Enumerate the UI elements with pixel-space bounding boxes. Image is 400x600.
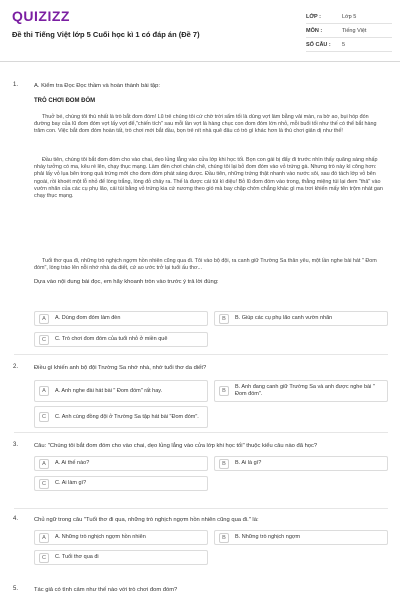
meta-value: 5	[342, 41, 346, 48]
option-text: B. Giúp các cụ phụ lão canh vườn nhãn	[235, 315, 333, 321]
instruction-text: Dựa vào nội dung bài đọc, em hãy khoanh tròn vào trước ý trả lời đúng:	[34, 279, 219, 285]
option-letter: C	[39, 553, 49, 563]
option-letter: C	[39, 335, 49, 345]
meta-row-class	[306, 10, 392, 24]
meta-row-subject	[306, 24, 392, 38]
question-text: Chủ ngữ trong câu "Tuổi thơ đi qua, những trò nghịch ngợm hồn nhiên cũng qua đi." là:	[34, 517, 259, 523]
divider	[14, 508, 388, 509]
meta-value: Lớp 5	[342, 13, 357, 20]
question-number: 1.	[13, 82, 19, 88]
meta-label: LỚP :	[306, 13, 321, 20]
question-number: 2.	[13, 364, 19, 370]
option-text: B. Những trò nghịch ngợm	[235, 534, 301, 540]
option-letter: C	[39, 479, 49, 489]
option-text: A. Những trò nghịch ngợm hồn nhiên	[55, 534, 146, 540]
reading-title: TRÒ CHƠI ĐOM ĐÓM	[34, 98, 96, 104]
answer-option-c[interactable]	[34, 550, 208, 565]
answer-option-b[interactable]	[214, 456, 388, 471]
option-text: A. Anh nghe đài hát bài " Đom đóm" rất hay.	[55, 387, 163, 394]
answer-option-c[interactable]	[34, 476, 208, 491]
question-number: 4.	[13, 516, 19, 522]
question-text: Tác giả có tình cảm như thế nào với trò chơi đom đóm?	[34, 587, 178, 593]
option-letter: B	[219, 459, 229, 469]
option-text: A. Dùng đom đóm làm đèn	[55, 315, 121, 321]
option-text: B. Ai là gì?	[235, 460, 262, 466]
answer-option-a[interactable]	[34, 456, 208, 471]
option-letter: A	[39, 459, 49, 469]
answer-option-a[interactable]	[34, 380, 208, 402]
reading-paragraph: Tuổi thơ qua đi, những trò nghịch ngợm hồn nhiên cũng qua đi. Tôi vào bộ đội, ra canh giữ Trường Sa thân yêu, một lần nghe bài hát " Đom đóm", lòng trào lên nỗi nhớ nhà da diết, cứ ao ước trở lại tuổi ấu thơ...	[34, 258, 377, 272]
question-intro: A. Kiểm tra Đọc Đọc thầm và hoàn thành bài tập:	[34, 83, 160, 89]
reading-paragraph: Đầu tiên, chúng tôi bắt đom đóm cho vào chai, dẹo lủng lẳng vào cửa lớp khi học tối. Bọn con gái bị đẩy đi trước nhìn thấy quãng sáng nhấp nháy tưởng có ma, kêu ré lên, chạy thục mạng. Làm đèn chơi chán chê, chúng tôi lại bỏ đom đóm vào vỏ trứng gà. Nhưng trò này kì công hơn: phải lấy vỏ lụa bên trong quả trứng mới cho đom đóm phát sáng được. Đầu tiên, những trứng thật nhanh vào nước sôi, sau đó tách lớp vỏ bên ngoài, rồi khoét một lỗ nhỏ để lòng trắng, lòng đỏ chảy ra. Thế là được cái túi kì diệu! Bỏ lũ đom đóm vào trong, thằng miệng túi lại đem "thả" vào vườn nhãn của các cụ phụ lão, cái túi bằng vỏ trứng kia cứ nương theo gió mà bay chập chờn chẳng khác gì ma trơi khiến mấy tên trộm nhát gan chạy thục mạng.	[34, 157, 383, 200]
option-letter: B	[219, 386, 229, 396]
option-text: C. Tuổi thơ qua đi	[55, 554, 99, 560]
page-header	[0, 0, 400, 62]
divider	[14, 354, 388, 355]
option-text: C. Trò chơi đom đóm của tuổi nhỏ ở miền quê	[55, 336, 168, 342]
reading-paragraph: Thuở bé, chúng tôi thú nhất là trò bắt đom đóm! Lũ trẻ chúng tôi cứ chờ trời sẩm tối là dùng vợt làm bằng vải màn, ra bờ ao, bụi hóp đón đường bay của lũ đom đóm vợt lấy vợt để,"chiến tích" sau mỗi lần vợt là hàng chục con đom đóm lớn nhỏ, mỗi buổi tối như thế có thể bắt hàng trăm con. Việc bắt đom đóm hoàn tất, trò chơi mới bắt đầu, bọn trẻ nít nhà quê đâu có trò gì khác hơn là thú chơi giản dị như thế!	[34, 114, 377, 135]
meta-label: SỐ CÂU :	[306, 41, 331, 48]
option-letter: B	[219, 314, 229, 324]
option-letter: C	[39, 412, 49, 422]
option-text: B. Anh đang canh giữ Trường Sa và anh được nghe bài " Đom đóm".	[235, 384, 375, 397]
option-text: C. Anh cùng đồng đội ở Trường Sa tập hát bài "Đom đóm".	[55, 413, 199, 420]
answer-option-b[interactable]	[214, 380, 388, 402]
divider	[14, 432, 388, 433]
meta-row-count	[306, 38, 392, 52]
document-title: Đề thi Tiếng Việt lớp 5 Cuối học kì 1 có đáp án (Đề 7)	[12, 30, 200, 39]
question-text: Điều gì khiến anh bộ đội Trường Sa nhớ nhà, nhớ tuổi thơ da diết?	[34, 365, 207, 371]
option-letter: A	[39, 533, 49, 543]
answer-option-b[interactable]	[214, 311, 388, 326]
option-letter: B	[219, 533, 229, 543]
question-number: 5.	[13, 586, 19, 592]
meta-value: Tiếng Việt	[342, 27, 367, 34]
option-text: C. Ai làm gì?	[55, 480, 87, 486]
meta-table	[306, 10, 392, 52]
quizizz-logo: QUIZIZZ	[12, 8, 70, 24]
answer-option-a[interactable]	[34, 311, 208, 326]
meta-label: MÔN :	[306, 27, 323, 34]
question-number: 3.	[13, 442, 19, 448]
question-text: Câu: "Chúng tôi bắt đom đóm cho vào chai, dẹo lủng lẳng vào cửa lớp khi học tối" thuộc kiểu câu nào đã học?	[34, 443, 318, 449]
option-text: A. Ai thế nào?	[55, 460, 90, 466]
answer-option-a[interactable]	[34, 530, 208, 545]
answer-option-b[interactable]	[214, 530, 388, 545]
option-letter: A	[39, 314, 49, 324]
answer-option-c[interactable]	[34, 406, 208, 428]
answer-option-c[interactable]	[34, 332, 208, 347]
option-letter: A	[39, 386, 49, 396]
